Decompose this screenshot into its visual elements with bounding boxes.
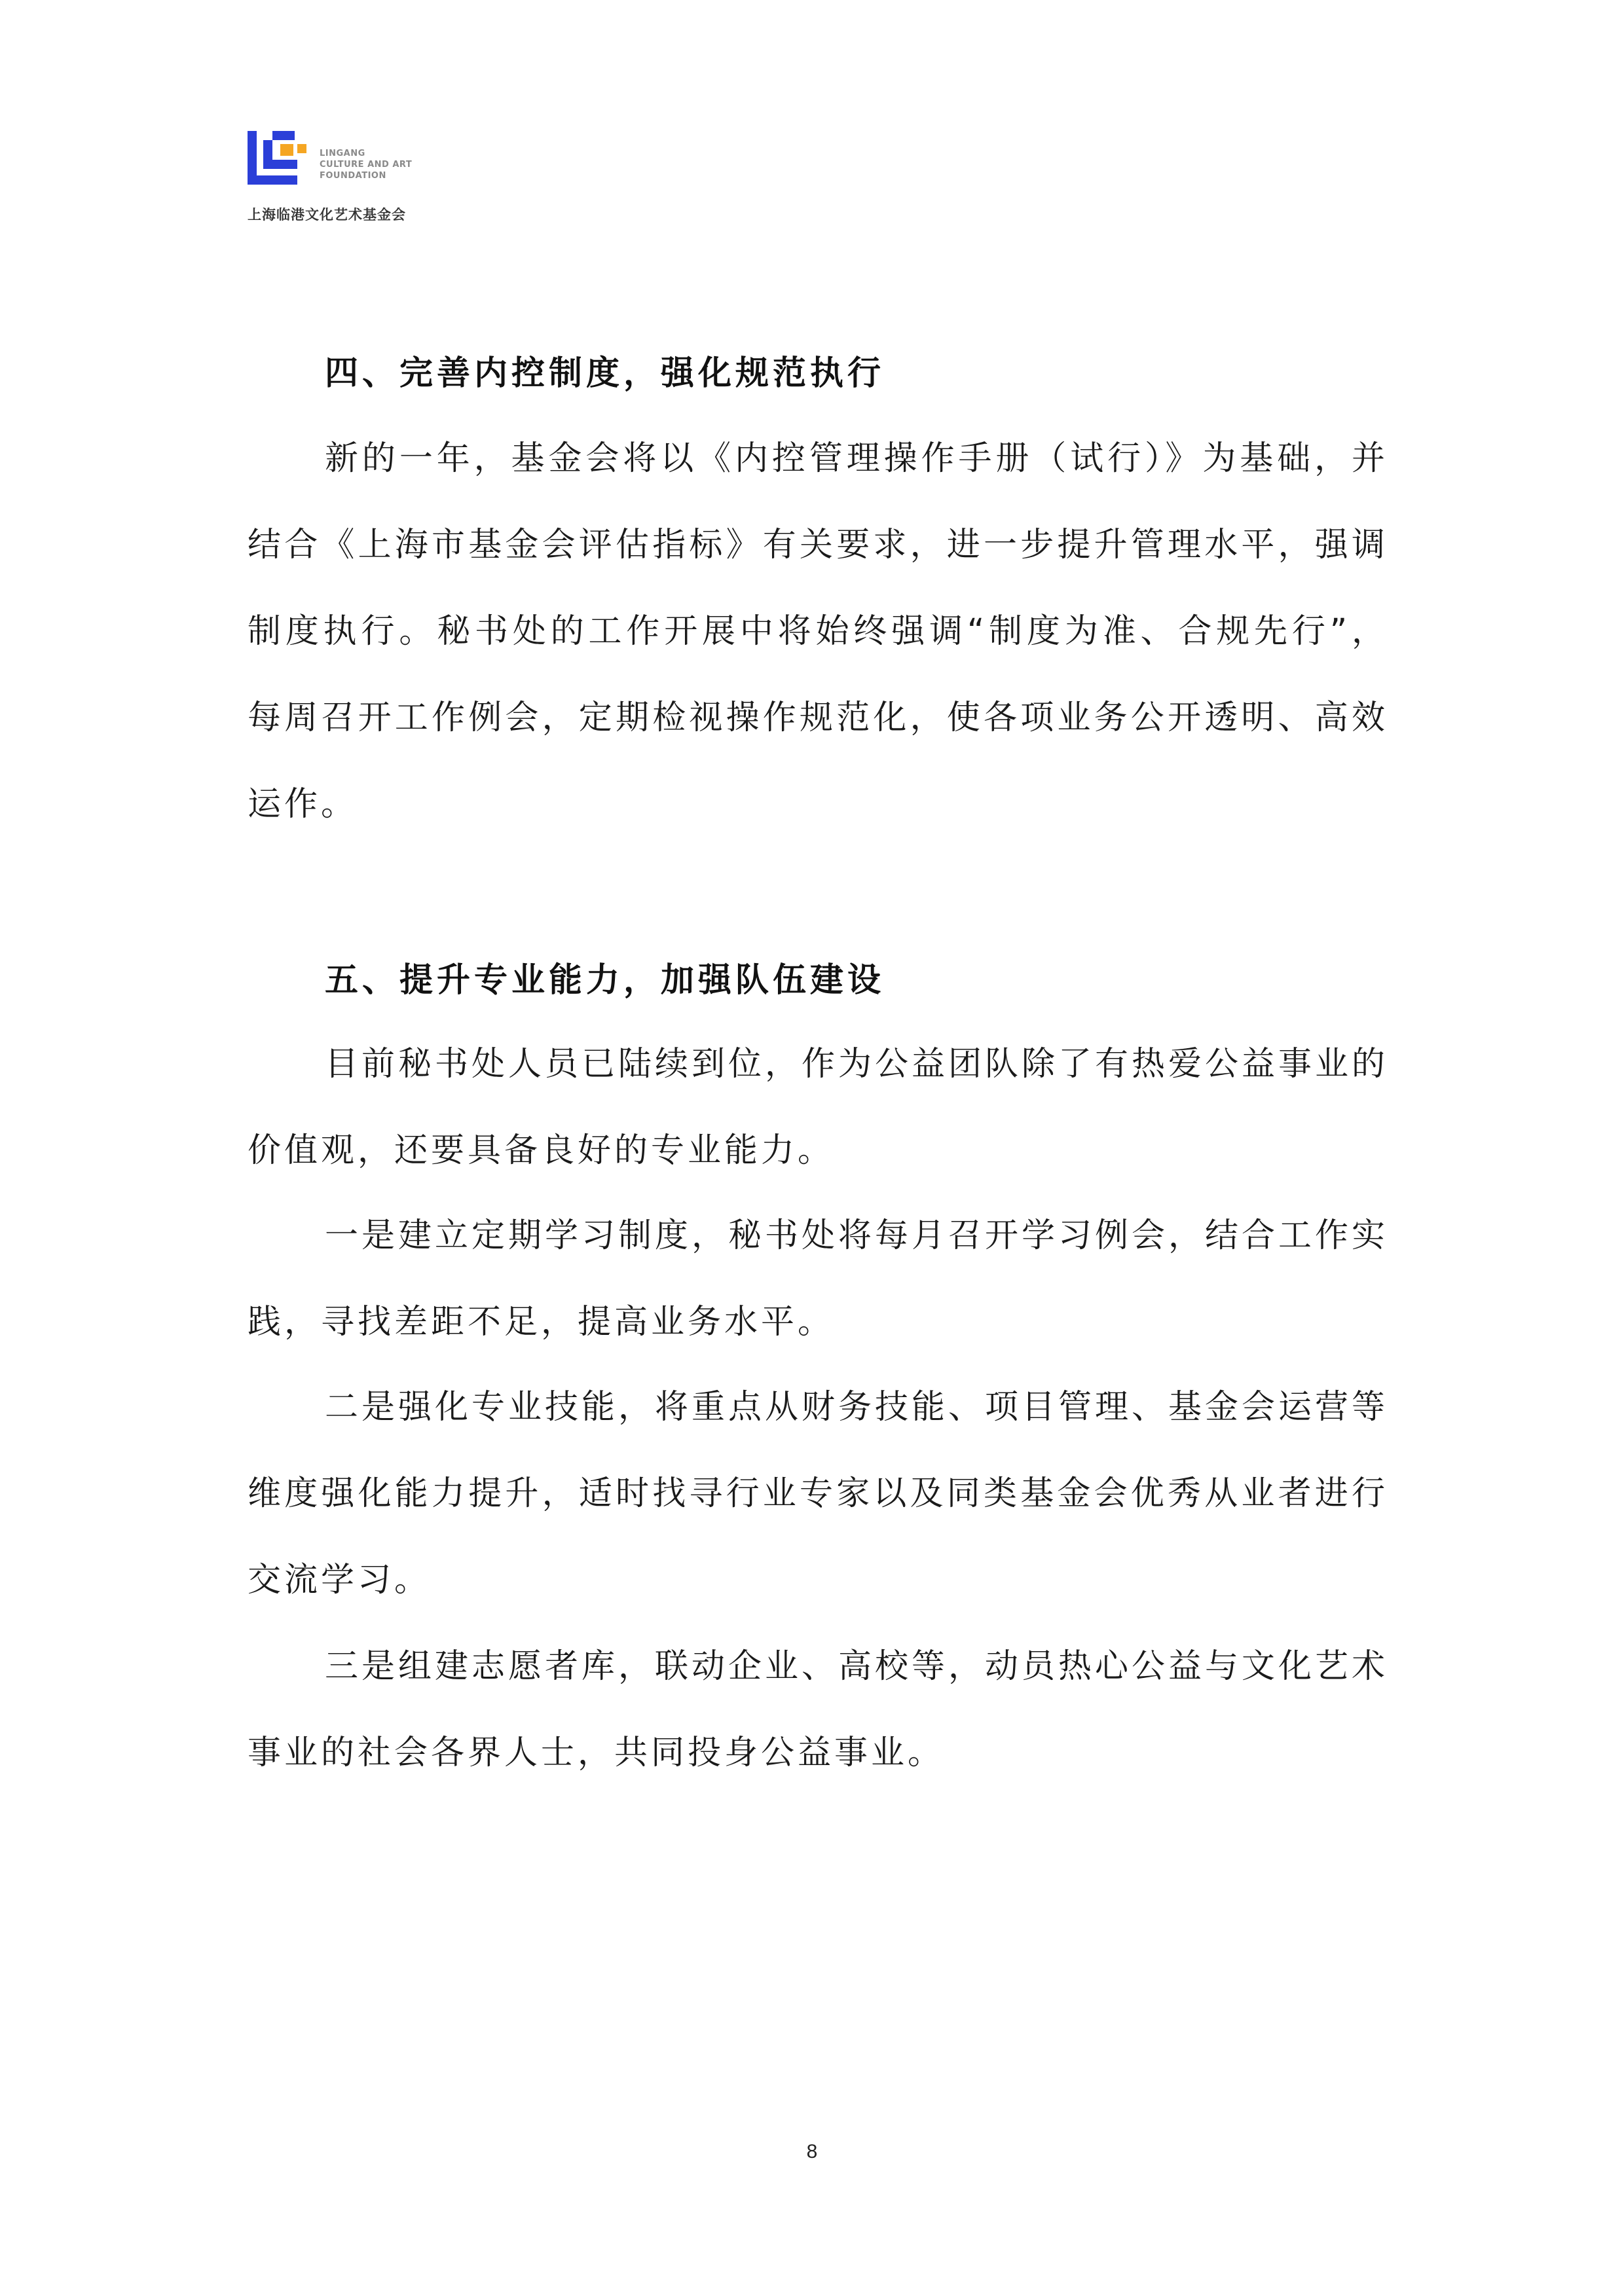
section-5-paragraph-1: 目前秘书处人员已陆续到位，作为公益团队除了有热爱公益事业的价值观，还要具备良好的专业能力。 xyxy=(248,1045,1389,1170)
foundation-logo-icon xyxy=(248,131,310,194)
section-4-paragraph: 新的一年，基金会将以《内控管理操作手册（试行）》为基础，并结合《上海市基金会评估指标》有关要求，进一步提升管理水平，强调制度执行。秘书处的工作开展中将始终强调“制度为准、合规先行”，每周召开工作例会，定期检视操作规范化，使各项业务公开透明、高效运作。 xyxy=(248,439,1388,824)
page-number: 8 xyxy=(806,2141,818,2162)
section-heading-5: 五、提升专业能力，加强队伍建设 xyxy=(325,961,885,1000)
logo-en-line: CULTURE AND ART xyxy=(320,160,413,170)
section-5-paragraph-4: 三是组建志愿者库，联动企业、高校等，动员热心公益与文化艺术事业的社会各界人士，共同投身公益事业。 xyxy=(248,1647,1389,1772)
section-5-paragraph-2: 一是建立定期学习制度，秘书处将每月召开学习例会，结合工作实践，寻找差距不足，提高业务水平。 xyxy=(248,1216,1389,1341)
section-heading-4: 四、完善内控制度，强化规范执行 xyxy=(325,354,885,393)
logo-chinese-name: 上海临港文化艺术基金会 xyxy=(248,207,406,223)
foundation-logo xyxy=(248,131,444,236)
logo-en-line: FOUNDATION xyxy=(320,171,386,181)
logo-english-name xyxy=(320,148,451,181)
logo-en-line: LINGANG xyxy=(320,149,365,158)
section-5-paragraph-3: 二是强化专业技能，将重点从财务技能、项目管理、基金会运营等维度强化能力提升，适时找寻行业专家以及同类基金会优秀从业者进行交流学习。 xyxy=(248,1388,1389,1599)
